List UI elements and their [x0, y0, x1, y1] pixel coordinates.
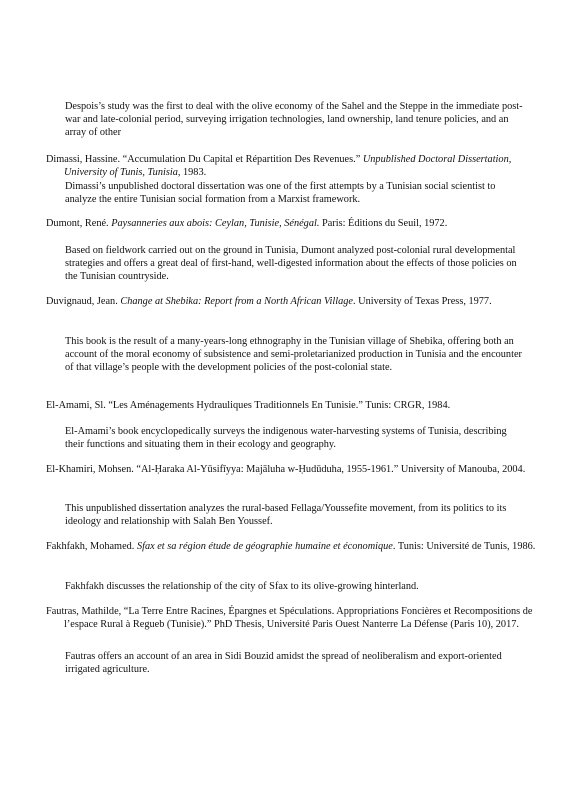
annotation-el-khamiri: This unpublished dissertation analyzes the rural-based Fellaga/Youssefite movement, from its politics to its ideology and relationship with Salah Ben Youssef. [65, 503, 507, 528]
citation-el-amami [46, 399, 544, 412]
citation-text: El-Amami, Sl. “Les Aménagements Hydrauliques Traditionnels En Tunisie.” Tunis: CRGR, 1984. [46, 400, 451, 411]
citation-text: Duvignaud, Jean. [46, 296, 121, 307]
citation-text: Dimassi, Hassine. “Accumulation Du Capital et Répartition Des Revenues.” [46, 154, 363, 165]
annotation-dimassi: Dimassi’s unpublished doctoral dissertation was one of the first attempts by a Tunisian social scientist to analyze the entire Tunisian social formation from a Marxist framework. [65, 181, 496, 206]
annotation-despois: Despois’s study was the first to deal with the olive economy of the Sahel and the Steppe in the immediate post-war and late-colonial period, surveying irrigation technologies, land ownership, land tenure policies, and an array of other [65, 101, 523, 139]
annotation-el-amami: El-Amami’s book encyclopedically surveys the indigenous water-harvesting systems of Tunisia, describing their functions and situating them in their ecology and geography. [65, 426, 507, 451]
citation-text: Fautras, Mathilde, “La Terre Entre Racines, Épargnes et Spéculations. Appropriations Foncières et Recompositions de l’espace Rural à Regueb (Tunisie).” PhD Thesis, Université Paris Ouest Nanterre La Défense (Paris 10), 2017. [46, 606, 533, 631]
citation-fautras [46, 605, 544, 631]
citation-title: Change at Shebika: Report from a North African Village [120, 296, 353, 307]
citation-text: . University of Texas Press, 1977. [352, 296, 492, 307]
citation-text: El-Khamiri, Mohsen. “Al-Ḥaraka Al-Yūsifīyya: Majāluha w-Ḥudūduha, 1955-1961.” University of Manouba, 2004. [46, 464, 526, 475]
citation-el-khamiri [46, 463, 544, 476]
citation-title: Paysanneries aux abois: Ceylan, Tunisie, Sénégal. [111, 218, 320, 229]
citation-text: Paris: Éditions du Seuil, 1972. [319, 218, 448, 229]
annotation-dumont: Based on fieldwork carried out on the ground in Tunisia, Dumont analyzed post-colonial rural developmental strategies and offers a great deal of first-hand, well-digested information about the effects of those policies on the Tunisian countryside. [65, 245, 517, 283]
citation-text: Dumont, René. [46, 218, 112, 229]
citation-text: Fakhfakh, Mohamed. [46, 541, 137, 552]
annotation-fautras: Fautras offers an account of an area in Sidi Bouzid amidst the spread of neoliberalism and export-oriented irrigated agriculture. [65, 651, 502, 676]
citation-dumont [46, 217, 544, 230]
citation-text: , 1983. [177, 167, 207, 179]
citation-fakhfakh [46, 540, 544, 553]
citation-text: . Tunis: Université de Tunis, 1986. [392, 541, 536, 552]
annotation-fakhfakh: Fakhfakh discusses the relationship of the city of Sfax to its olive-growing hinterland. [65, 581, 419, 592]
citation-duvignaud [46, 295, 544, 308]
annotation-duvignaud: This book is the result of a many-years-long ethnography in the Tunisian village of Shebika, offering both an account of the moral economy of subsistence and semi-proletarianized production in Tunisia and the encounter of that village’s people with the development policies of the post-colonial state. [65, 336, 522, 374]
citation-title: Unpublished Doctoral Dissertation, University of Tunis, Tunisia [64, 154, 512, 179]
citation-title: Sfax et sa région étude de géographie humaine et économique [136, 541, 393, 552]
citation-dimassi [46, 153, 544, 179]
